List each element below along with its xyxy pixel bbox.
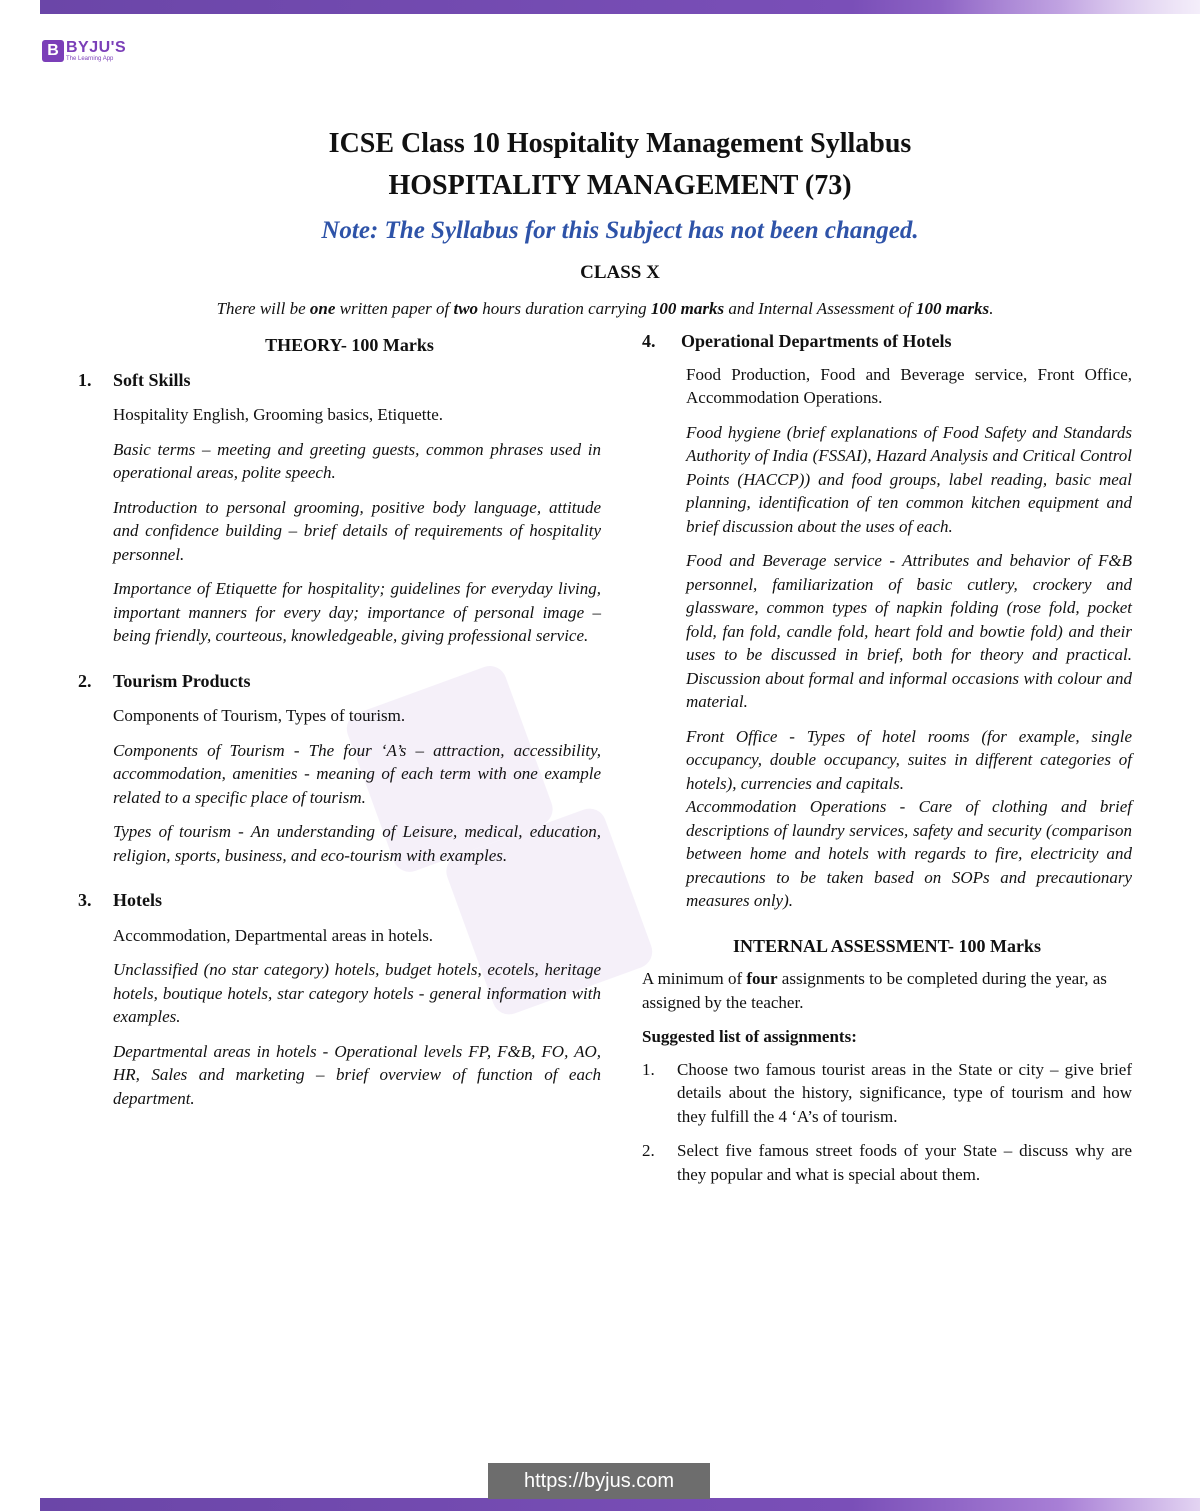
internal-intro: A minimum of four assignments to be completed during the year, as assigned by the teacher. bbox=[642, 969, 1107, 1012]
unit-detail: Components of Tourism - The four ‘A’s – attraction, accessibility, accommodation, amenities - meaning of each term with one example related to a specific place of tourism. bbox=[113, 740, 601, 807]
website-link[interactable]: https://byjus.com bbox=[488, 1463, 710, 1499]
unit-detail: Introduction to personal grooming, positive body language, attitude and confidence building – brief details of requirements of hospitality personnel. bbox=[113, 497, 601, 564]
page-title: ICSE Class 10 Hospitality Management Syllabus bbox=[328, 128, 912, 159]
unit-summary: Hospitality English, Grooming basics, Etiquette. bbox=[113, 405, 444, 424]
unit-heading: 4. Operational Departments of Hotels bbox=[642, 331, 952, 351]
list-item: 1. Choose two famous tourist areas in the State or city – give brief details about the history, significance, type of tourism and how they fulfill the 4 ‘A’s of tourism. bbox=[642, 1059, 1132, 1126]
logo-tagline: The Learning App bbox=[66, 56, 114, 62]
list-item: 2. Select five famous street foods of your State – discuss why are they popular and what is special about them. bbox=[642, 1141, 1132, 1184]
unit-summary: Components of Tourism, Types of tourism. bbox=[113, 706, 406, 725]
unit-heading: 1. Soft Skills bbox=[78, 369, 191, 390]
unit-detail: Food hygiene (brief explanations of Food Safety and Standards Authority of India (FSSAI), Hazard Analysis and Critical Control Points (HACCP)) and food groups, label reading, basic meal planning, identification of ten common kitchen equipment and brief discussion about the uses of each. bbox=[686, 422, 1132, 536]
bottom-accent-bar bbox=[40, 1498, 1200, 1511]
byjus-logo[interactable] bbox=[42, 40, 126, 62]
unit-detail: Front Office - Types of hotel rooms (for example, single occupancy, double occupancy, suites in different categories of hotels), currencies and capitals. bbox=[686, 726, 1132, 793]
unit-heading: 3. Hotels bbox=[78, 890, 162, 910]
page-footer bbox=[0, 1451, 1200, 1511]
unit-detail: Types of tourism - An understanding of Leisure, medical, education, religion, sports, business, and eco-tourism with examples. bbox=[113, 822, 601, 865]
left-column bbox=[78, 334, 601, 1110]
unit-detail: Importance of Etiquette for hospitality; guidelines for everyday living, important manners for every day; importance of personal image – being friendly, courteous, knowledgeable, giving professional service. bbox=[113, 579, 601, 645]
right-column bbox=[642, 330, 1132, 1186]
internal-assessment-heading: INTERNAL ASSESSMENT- 100 Marks bbox=[733, 935, 1041, 956]
theory-heading: THEORY- 100 Marks bbox=[265, 335, 434, 355]
unit-detail: Accommodation Operations - Care of clothing and brief descriptions of laundry services, safety and security (comparison between home and hotels with regards to fire, electricity and precautions to be taken based on SOPs and precautionary measures only). bbox=[686, 797, 1132, 910]
logo-mark: B bbox=[42, 40, 64, 62]
unit-detail: Unclassified (no star category) hotels, budget hotels, ecotels, heritage hotels, boutique hotels, star category hotels - general information with examples. bbox=[113, 960, 601, 1026]
unit-summary: Accommodation, Departmental areas in hotels. bbox=[113, 925, 434, 945]
unit-detail: Departmental areas in hotels - Operational levels FP, F&B, FO, AO, HR, Sales and marketing – brief overview of function of each department. bbox=[113, 1041, 601, 1108]
unit-summary: Food Production, Food and Beverage service, Front Office, Accommodation Operations. bbox=[686, 364, 1132, 407]
unit-heading: 2. Tourism Products bbox=[78, 670, 251, 691]
top-accent-bar bbox=[40, 0, 1200, 14]
subject-title: HOSPITALITY MANAGEMENT (73) bbox=[388, 170, 852, 201]
logo-name: BYJU'S bbox=[66, 39, 127, 56]
exam-intro: There will be one written paper of two hours duration carrying 100 marks and Internal Assessment of 100 marks. bbox=[216, 299, 994, 318]
unit-detail: Basic terms – meeting and greeting guests, common phrases used in operational areas, polite speech. bbox=[113, 439, 601, 482]
syllabus-note: Note: The Syllabus for this Subject has not been changed. bbox=[321, 217, 919, 244]
unit-detail: Food and Beverage service - Attributes and behavior of F&B personnel, familiarization of basic cutlery, crockery and glassware, common types of napkin folding (rose fold, pocket fold, fan fold, candle fold, heart fold and bowtie fold) and their uses to be discussed in brief, both for theory and practical. Discussion about formal and informal occasions with colour and material. bbox=[686, 551, 1132, 711]
class-label: CLASS X bbox=[580, 262, 660, 283]
assignments-heading: Suggested list of assignments: bbox=[642, 1027, 857, 1046]
